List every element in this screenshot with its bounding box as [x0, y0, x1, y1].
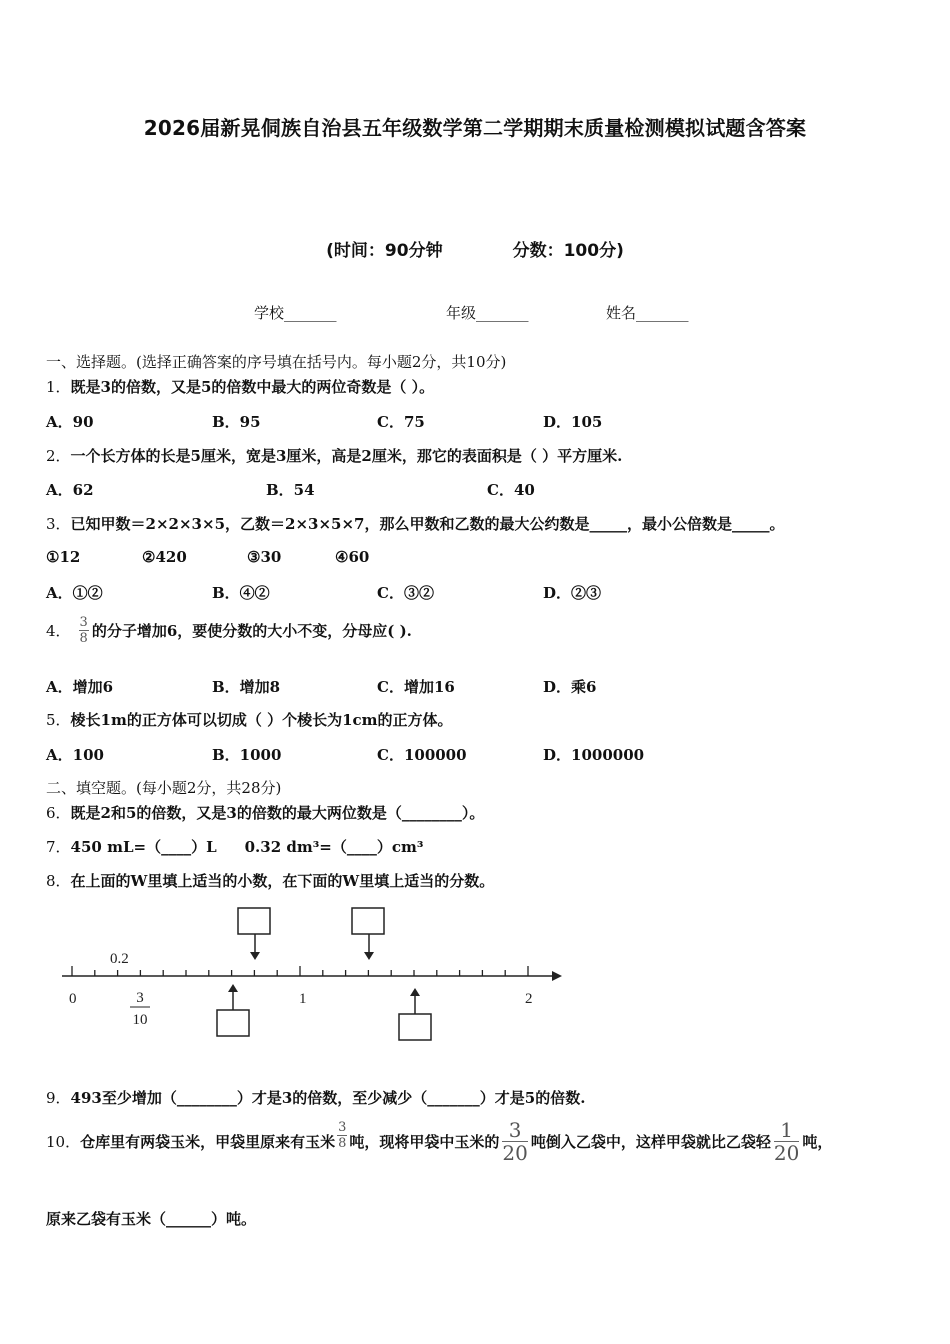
label-2: 2: [525, 991, 533, 1007]
grade-field: 年级_______: [446, 304, 529, 322]
question-number: 9．: [46, 1089, 71, 1107]
question-number: 3．: [46, 515, 71, 533]
answer-box-bottom-2: [399, 1014, 431, 1040]
q3-choice-2: ②420: [142, 548, 187, 566]
question-5: [46, 709, 453, 730]
question-7: [46, 836, 423, 857]
question-part-1: 450 mL=（____）L: [70, 838, 217, 856]
q2-option-c: C．40: [487, 481, 535, 499]
fraction-numerator: 3: [136, 990, 144, 1006]
q3-option-b: B．④②: [212, 584, 270, 602]
question-6: [46, 802, 484, 823]
question-text: 已知甲数＝2×2×3×5，乙数＝2×3×5×7，那么甲数和乙数的最大公约数是_____，最小公倍数是_____。: [70, 515, 785, 533]
section-fill-heading: 二、填空题。(每小题2分，共28分): [46, 779, 282, 797]
question-number: 10．: [46, 1133, 81, 1151]
question-number: 6．: [46, 804, 71, 822]
q1-option-d: D．105: [543, 413, 603, 431]
question-text-part-2: 吨，现将甲袋中玉米的: [349, 1133, 500, 1151]
time-label: (时间：90分钟: [326, 241, 443, 261]
question-text: 的分子增加6，要使分数的大小不变，分母应( ).: [91, 622, 412, 640]
page-title: 2026届新晃侗族自治县五年级数学第二学期期末质量检测模拟试题含答案: [143, 116, 807, 140]
arrowhead-down-1: [250, 952, 260, 960]
answer-box-top-1: [238, 908, 270, 934]
q5-option-a: A．100: [46, 746, 104, 764]
fraction-1-20: [774, 1120, 799, 1163]
fraction-denominator: 20: [502, 1141, 528, 1165]
q4-option-d: D．乘6: [543, 678, 597, 696]
label-0-2: 0.2: [110, 951, 129, 967]
fraction-3-8: [79, 616, 89, 645]
q1-option-a: A．90: [46, 413, 94, 431]
number-line-figure: [56, 900, 566, 1050]
question-text: 既是2和5的倍数，又是3的倍数的最大两位数是（________）。: [70, 804, 485, 822]
q4-option-c: C．增加16: [377, 678, 455, 696]
q4-option-a: A．增加6: [46, 678, 114, 696]
question-text: 493至少增加（________）才是3的倍数，至少减少（_______）才是5的倍数.: [70, 1089, 586, 1107]
q5-option-d: D．1000000: [543, 746, 645, 764]
q3-option-a: A．①②: [46, 584, 103, 602]
q5-option-b: B．1000: [212, 746, 282, 764]
question-part-2: 0.32 dm³=（____）cm³: [244, 838, 424, 856]
answer-box-top-2: [352, 908, 384, 934]
fraction-denominator: 20: [773, 1141, 800, 1165]
fraction-numerator: 3: [79, 615, 88, 630]
question-number: 2．: [46, 447, 71, 465]
q5-option-c: C．100000: [377, 746, 467, 764]
answer-box-bottom-1: [217, 1010, 249, 1036]
q3-option-c: C．③②: [377, 584, 434, 602]
question-2: [46, 445, 622, 466]
question-number: 5．: [46, 711, 71, 729]
name-field: 姓名_______: [606, 304, 689, 322]
question-number: 4．: [46, 622, 71, 640]
q2-option-a: A．62: [46, 481, 94, 499]
question-text-part-1: 仓库里有两袋玉米，甲袋里原来有玉米: [80, 1133, 336, 1151]
question-text: 在上面的W里填上适当的小数，在下面的W里填上适当的分数。: [70, 872, 495, 890]
question-9: [46, 1087, 585, 1108]
arrowhead-up-2: [410, 988, 420, 996]
question-10-line-2: 原来乙袋有玉米（______）吨。: [46, 1210, 257, 1228]
question-text-part-4: 吨，: [802, 1133, 833, 1151]
question-4: [46, 616, 412, 645]
question-1: [46, 376, 434, 397]
question-text-part-3: 吨倒入乙袋中，这样甲袋就比乙袋轻: [530, 1133, 771, 1151]
exam-subtitle: [0, 236, 950, 261]
school-field: 学校_______: [254, 304, 337, 322]
question-10: [46, 1120, 832, 1163]
q1-option-b: B．95: [212, 413, 261, 431]
q3-choice-1: ①12: [46, 548, 81, 566]
arrowhead-up-1: [228, 984, 238, 992]
arrowhead-down-2: [364, 952, 374, 960]
section-choice-heading: 一、选择题。(选择正确答案的序号填在括号内。每小题2分，共10分): [46, 353, 507, 371]
q1-option-c: C．75: [377, 413, 425, 431]
question-text: 一个长方体的长是5厘米，宽是3厘米，高是2厘米，那它的表面积是（ ）平方厘米.: [70, 447, 623, 465]
question-text: 棱长1m的正方体可以切成（ ）个棱长为1cm的正方体。: [70, 711, 453, 729]
fraction-3-8: [337, 1121, 347, 1150]
q4-option-b: B．增加8: [212, 678, 281, 696]
fraction-numerator: 3: [502, 1120, 527, 1142]
question-text: 既是3的倍数，又是5的倍数中最大的两位奇数是（ ）。: [70, 378, 435, 396]
fraction-denominator: 8: [79, 631, 88, 646]
q2-option-b: B．54: [266, 481, 315, 499]
q3-choice-3: ③30: [247, 548, 282, 566]
question-number: 1．: [46, 378, 71, 396]
question-number: 7．: [46, 838, 71, 856]
axis-arrowhead: [552, 971, 562, 981]
fraction-denominator: 8: [338, 1136, 347, 1151]
q3-option-d: D．②③: [543, 584, 602, 602]
fraction-denominator: 10: [132, 1012, 148, 1028]
question-3: [46, 513, 784, 534]
fraction-numerator: 1: [774, 1120, 799, 1142]
label-0: 0: [69, 991, 77, 1007]
question-8: [46, 870, 494, 891]
fraction-3-20: [502, 1120, 527, 1163]
fraction-numerator: 3: [338, 1120, 347, 1135]
q3-choice-4: ④60: [335, 548, 370, 566]
score-label: 分数：100分): [512, 241, 624, 261]
question-number: 8．: [46, 872, 71, 890]
label-1: 1: [299, 991, 307, 1007]
